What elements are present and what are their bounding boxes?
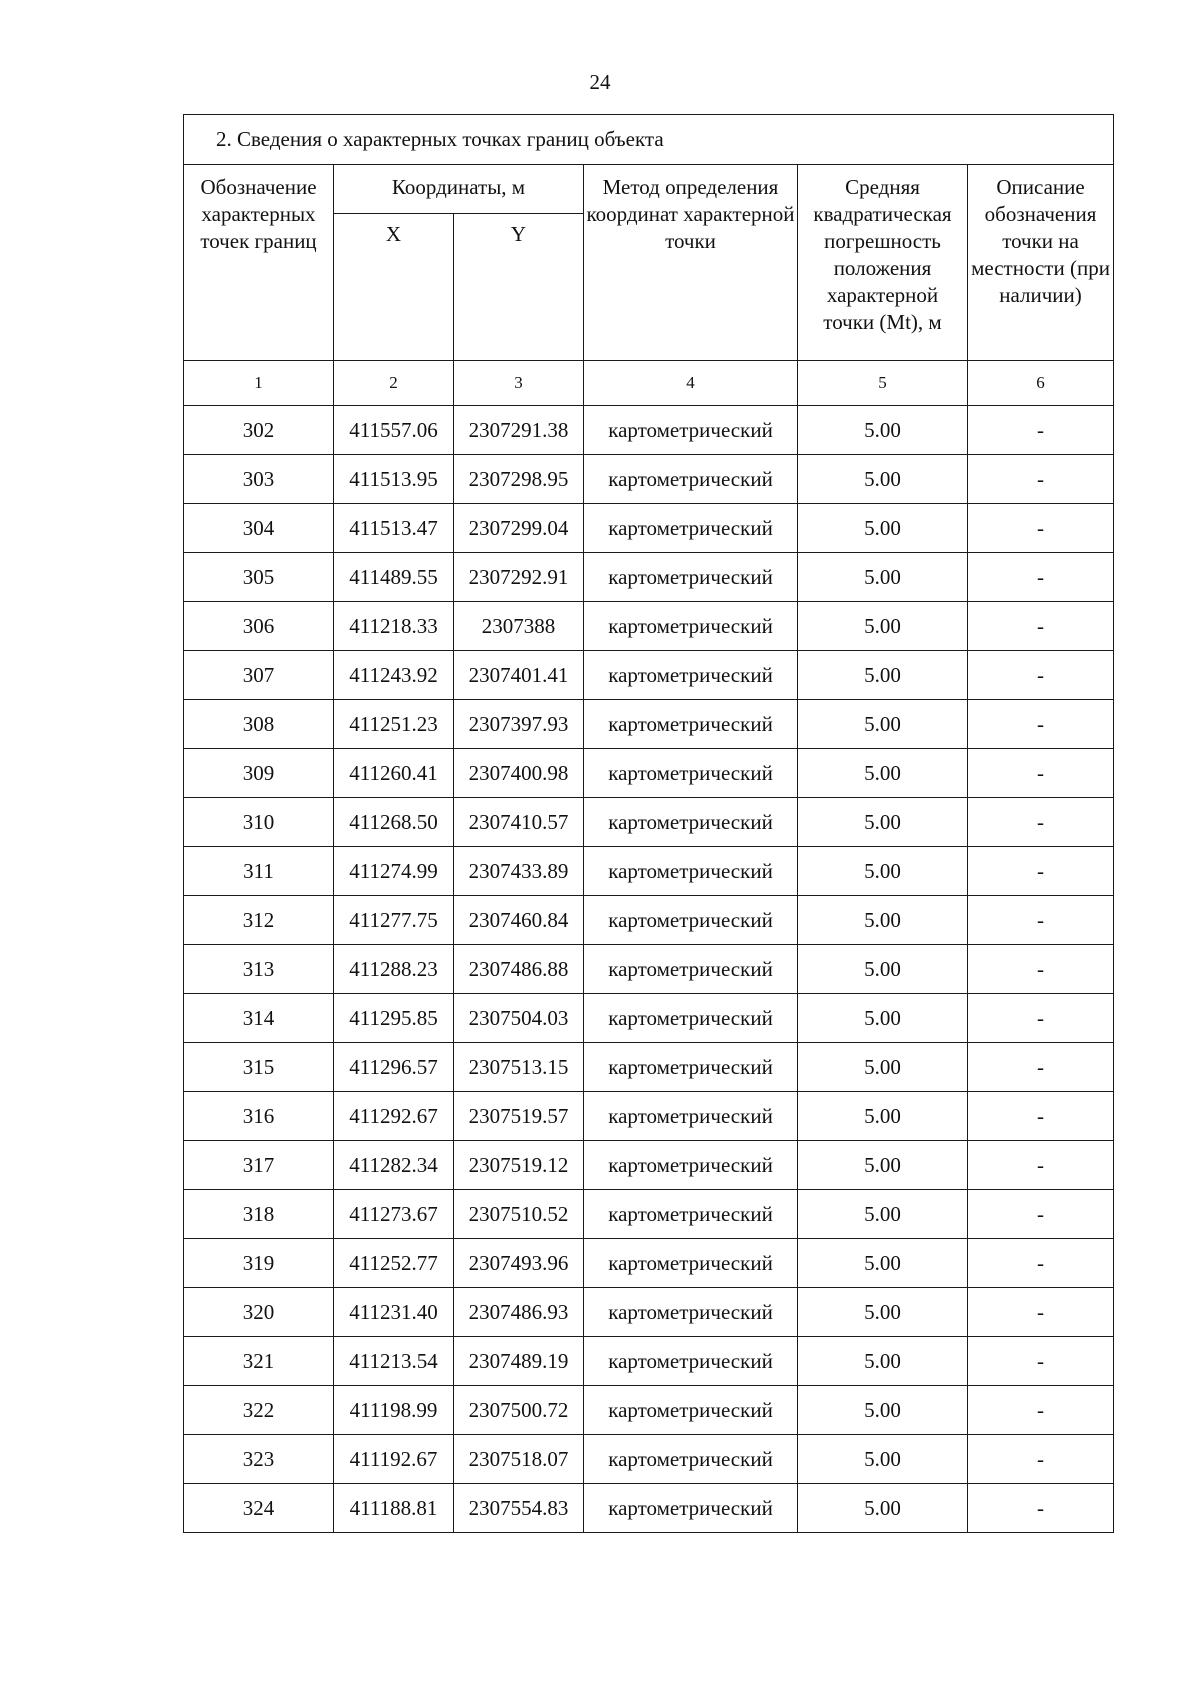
table-row <box>184 1337 1114 1386</box>
x-coordinate-cell: 411198.99 <box>334 1386 454 1435</box>
description-cell: - <box>968 945 1114 994</box>
point-cell: 303 <box>184 455 334 504</box>
table-row <box>184 700 1114 749</box>
description-cell: - <box>968 1484 1114 1533</box>
error-cell: 5.00 <box>798 798 968 847</box>
x-coordinate-cell: 411192.67 <box>334 1435 454 1484</box>
x-coordinate-cell: 411260.41 <box>334 749 454 798</box>
error-cell: 5.00 <box>798 1190 968 1239</box>
column-number: 2 <box>334 361 454 406</box>
description-cell: - <box>968 749 1114 798</box>
table-row <box>184 1386 1114 1435</box>
point-cell: 317 <box>184 1141 334 1190</box>
description-cell: - <box>968 896 1114 945</box>
table-row <box>184 1288 1114 1337</box>
column-number: 4 <box>584 361 798 406</box>
point-cell: 310 <box>184 798 334 847</box>
y-coordinate-cell: 2307299.04 <box>454 504 584 553</box>
table-row <box>184 1141 1114 1190</box>
error-cell: 5.00 <box>798 1435 968 1484</box>
point-cell: 320 <box>184 1288 334 1337</box>
method-cell: картометрический <box>584 700 798 749</box>
method-cell: картометрический <box>584 602 798 651</box>
x-coordinate-cell: 411557.06 <box>334 406 454 455</box>
description-cell: - <box>968 602 1114 651</box>
description-cell: - <box>968 847 1114 896</box>
error-cell: 5.00 <box>798 651 968 700</box>
error-cell: 5.00 <box>798 1043 968 1092</box>
y-coordinate-cell: 2307518.07 <box>454 1435 584 1484</box>
column-number: 5 <box>798 361 968 406</box>
y-coordinate-cell: 2307291.38 <box>454 406 584 455</box>
error-cell: 5.00 <box>798 994 968 1043</box>
x-coordinate-cell: 411188.81 <box>334 1484 454 1533</box>
table-row <box>184 749 1114 798</box>
method-cell: картометрический <box>584 1190 798 1239</box>
method-cell: картометрический <box>584 1141 798 1190</box>
description-cell: - <box>968 1239 1114 1288</box>
y-coordinate-cell: 2307400.98 <box>454 749 584 798</box>
description-cell: - <box>968 1386 1114 1435</box>
y-coordinate-cell: 2307504.03 <box>454 994 584 1043</box>
method-cell: картометрический <box>584 1288 798 1337</box>
x-coordinate-cell: 411213.54 <box>334 1337 454 1386</box>
point-cell: 323 <box>184 1435 334 1484</box>
error-cell: 5.00 <box>798 1337 968 1386</box>
point-cell: 321 <box>184 1337 334 1386</box>
method-cell: картометрический <box>584 798 798 847</box>
point-cell: 305 <box>184 553 334 602</box>
method-cell: картометрический <box>584 651 798 700</box>
table-row <box>184 1092 1114 1141</box>
point-cell: 307 <box>184 651 334 700</box>
y-coordinate-cell: 2307500.72 <box>454 1386 584 1435</box>
table-row <box>184 504 1114 553</box>
method-cell: картометрический <box>584 1239 798 1288</box>
table-caption-row <box>184 115 1114 165</box>
table-caption: 2. Сведения о характерных точках границ объекта <box>184 115 1114 165</box>
x-coordinate-cell: 411252.77 <box>334 1239 454 1288</box>
y-coordinate-cell: 2307510.52 <box>454 1190 584 1239</box>
point-cell: 311 <box>184 847 334 896</box>
table-row <box>184 455 1114 504</box>
error-cell: 5.00 <box>798 1092 968 1141</box>
error-cell: 5.00 <box>798 406 968 455</box>
y-coordinate-cell: 2307554.83 <box>454 1484 584 1533</box>
column-number: 1 <box>184 361 334 406</box>
y-coordinate-cell: 2307486.93 <box>454 1288 584 1337</box>
method-cell: картометрический <box>584 1484 798 1533</box>
x-coordinate-cell: 411243.92 <box>334 651 454 700</box>
y-coordinate-cell: 2307401.41 <box>454 651 584 700</box>
error-cell: 5.00 <box>798 700 968 749</box>
table-row <box>184 406 1114 455</box>
point-cell: 306 <box>184 602 334 651</box>
y-coordinate-cell: 2307519.57 <box>454 1092 584 1141</box>
x-coordinate-cell: 411231.40 <box>334 1288 454 1337</box>
x-coordinate-cell: 411251.23 <box>334 700 454 749</box>
table-row <box>184 1239 1114 1288</box>
point-cell: 313 <box>184 945 334 994</box>
y-coordinate-cell: 2307519.12 <box>454 1141 584 1190</box>
x-coordinate-cell: 411218.33 <box>334 602 454 651</box>
point-cell: 316 <box>184 1092 334 1141</box>
x-coordinate-cell: 411268.50 <box>334 798 454 847</box>
table-row <box>184 847 1114 896</box>
description-cell: - <box>968 1092 1114 1141</box>
error-cell: 5.00 <box>798 1288 968 1337</box>
point-cell: 322 <box>184 1386 334 1435</box>
x-coordinate-cell: 411288.23 <box>334 945 454 994</box>
description-cell: - <box>968 700 1114 749</box>
column-number: 3 <box>454 361 584 406</box>
x-coordinate-cell: 411292.67 <box>334 1092 454 1141</box>
error-cell: 5.00 <box>798 1386 968 1435</box>
y-coordinate-cell: 2307298.95 <box>454 455 584 504</box>
table-row <box>184 994 1114 1043</box>
error-cell: 5.00 <box>798 847 968 896</box>
point-cell: 304 <box>184 504 334 553</box>
method-cell: картометрический <box>584 1386 798 1435</box>
y-coordinate-cell: 2307292.91 <box>454 553 584 602</box>
point-cell: 309 <box>184 749 334 798</box>
description-cell: - <box>968 1337 1114 1386</box>
description-cell: - <box>968 651 1114 700</box>
point-cell: 319 <box>184 1239 334 1288</box>
y-coordinate-cell: 2307513.15 <box>454 1043 584 1092</box>
error-cell: 5.00 <box>798 1239 968 1288</box>
table-row <box>184 1190 1114 1239</box>
description-cell: - <box>968 406 1114 455</box>
y-coordinate-cell: 2307493.96 <box>454 1239 584 1288</box>
description-cell: - <box>968 504 1114 553</box>
description-cell: - <box>968 798 1114 847</box>
table-row <box>184 896 1114 945</box>
method-cell: картометрический <box>584 1435 798 1484</box>
method-cell: картометрический <box>584 1092 798 1141</box>
y-coordinate-cell: 2307486.88 <box>454 945 584 994</box>
table-row <box>184 945 1114 994</box>
table-row <box>184 1043 1114 1092</box>
method-cell: картометрический <box>584 455 798 504</box>
method-cell: картометрический <box>584 1043 798 1092</box>
error-cell: 5.00 <box>798 553 968 602</box>
error-cell: 5.00 <box>798 945 968 994</box>
header-point: Обозначение характерных точек границ <box>184 165 334 361</box>
method-cell: картометрический <box>584 994 798 1043</box>
point-cell: 312 <box>184 896 334 945</box>
y-coordinate-cell: 2307460.84 <box>454 896 584 945</box>
table-row <box>184 798 1114 847</box>
description-cell: - <box>968 455 1114 504</box>
method-cell: картометрический <box>584 896 798 945</box>
error-cell: 5.00 <box>798 1141 968 1190</box>
table-row <box>184 1484 1114 1533</box>
header-x: X <box>334 214 454 361</box>
y-coordinate-cell: 2307433.89 <box>454 847 584 896</box>
table-row <box>184 553 1114 602</box>
method-cell: картометрический <box>584 406 798 455</box>
header-error: Средняя квадратическая погрешность положения характерной точки (Mt), м <box>798 165 968 361</box>
description-cell: - <box>968 1141 1114 1190</box>
point-cell: 314 <box>184 994 334 1043</box>
description-cell: - <box>968 1435 1114 1484</box>
method-cell: картометрический <box>584 945 798 994</box>
error-cell: 5.00 <box>798 455 968 504</box>
x-coordinate-cell: 411513.47 <box>334 504 454 553</box>
method-cell: картометрический <box>584 553 798 602</box>
description-cell: - <box>968 1190 1114 1239</box>
method-cell: картометрический <box>584 749 798 798</box>
point-cell: 302 <box>184 406 334 455</box>
page-number: 24 <box>589 70 611 94</box>
point-cell: 324 <box>184 1484 334 1533</box>
point-cell: 315 <box>184 1043 334 1092</box>
header-row <box>184 165 1114 214</box>
table-row <box>184 1435 1114 1484</box>
method-cell: картометрический <box>584 504 798 553</box>
point-cell: 308 <box>184 700 334 749</box>
error-cell: 5.00 <box>798 1484 968 1533</box>
error-cell: 5.00 <box>798 504 968 553</box>
description-cell: - <box>968 994 1114 1043</box>
header-coordinates: Координаты, м <box>334 165 584 214</box>
column-number: 6 <box>968 361 1114 406</box>
point-cell: 318 <box>184 1190 334 1239</box>
column-number-row <box>184 361 1114 406</box>
error-cell: 5.00 <box>798 896 968 945</box>
x-coordinate-cell: 411273.67 <box>334 1190 454 1239</box>
table-row <box>184 602 1114 651</box>
x-coordinate-cell: 411489.55 <box>334 553 454 602</box>
x-coordinate-cell: 411282.34 <box>334 1141 454 1190</box>
error-cell: 5.00 <box>798 749 968 798</box>
x-coordinate-cell: 411296.57 <box>334 1043 454 1092</box>
header-method: Метод определения координат характерной точки <box>584 165 798 361</box>
table-body <box>184 406 1114 1533</box>
y-coordinate-cell: 2307397.93 <box>454 700 584 749</box>
y-coordinate-cell: 2307388 <box>454 602 584 651</box>
error-cell: 5.00 <box>798 602 968 651</box>
y-coordinate-cell: 2307410.57 <box>454 798 584 847</box>
description-cell: - <box>968 1288 1114 1337</box>
y-coordinate-cell: 2307489.19 <box>454 1337 584 1386</box>
x-coordinate-cell: 411274.99 <box>334 847 454 896</box>
x-coordinate-cell: 411513.95 <box>334 455 454 504</box>
method-cell: картометрический <box>584 1337 798 1386</box>
table-row <box>184 651 1114 700</box>
x-coordinate-cell: 411295.85 <box>334 994 454 1043</box>
boundary-points-table <box>183 114 1114 1533</box>
header-y: Y <box>454 214 584 361</box>
x-coordinate-cell: 411277.75 <box>334 896 454 945</box>
description-cell: - <box>968 1043 1114 1092</box>
description-cell: - <box>968 553 1114 602</box>
header-description: Описание обозначения точки на местности (при наличии) <box>968 165 1114 361</box>
method-cell: картометрический <box>584 847 798 896</box>
